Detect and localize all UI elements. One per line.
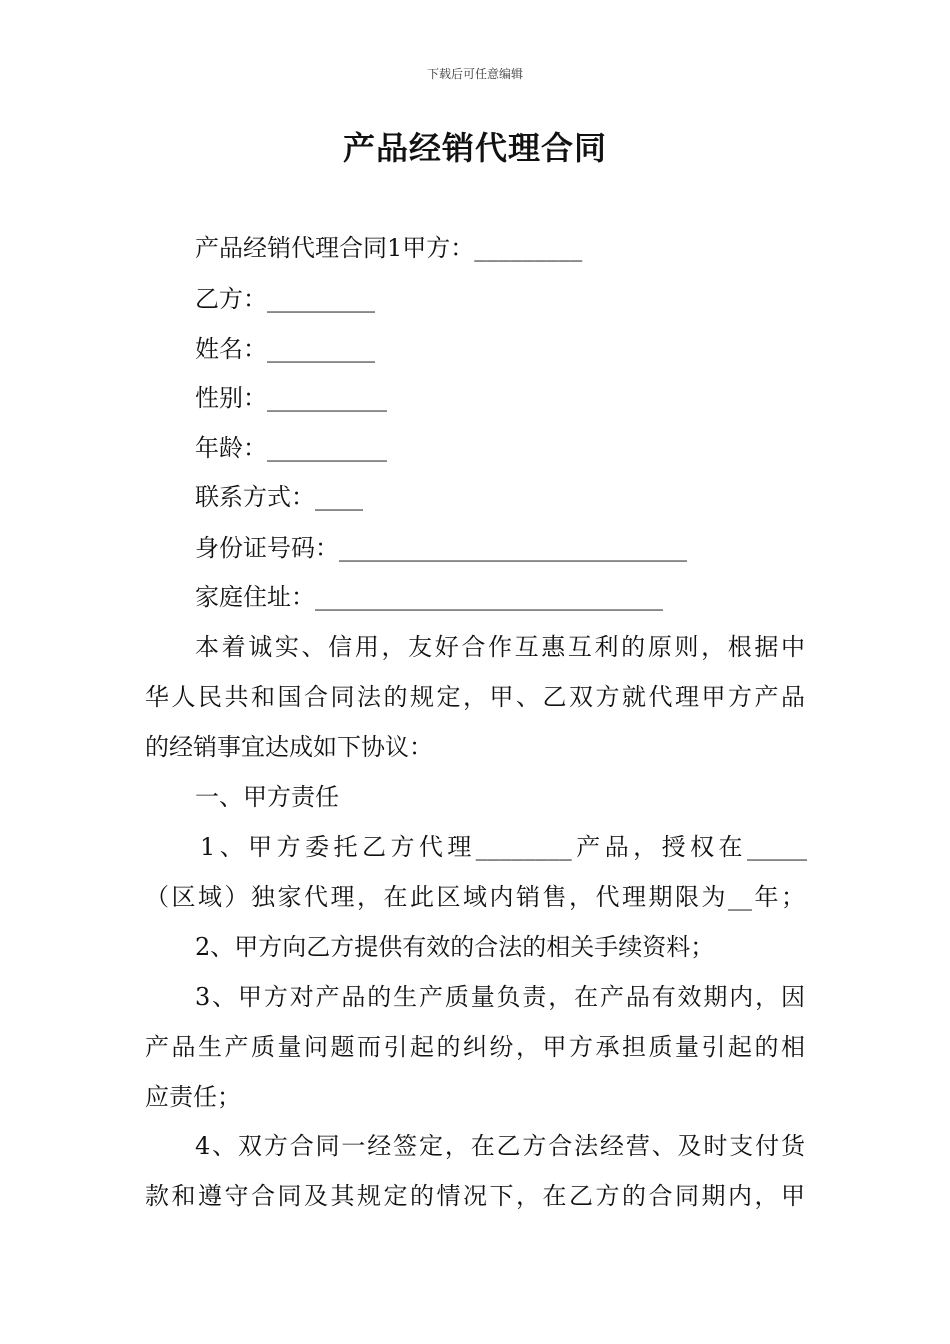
field-contact: 联系方式：____ [195, 483, 363, 511]
item-4-line-2: 款和遵守合同及其规定的情况下，在乙方的合同期内，甲 [145, 1182, 805, 1210]
item-1-line-1: 1、甲方委托乙方代理________产品，授权在_____ [200, 833, 807, 861]
intro-line-3: 的经销事宜达成如下协议： [145, 733, 433, 761]
field-address: 家庭住址：_____________________________ [195, 583, 663, 611]
field-age: 年龄：__________ [195, 434, 387, 462]
field-gender: 性别：__________ [195, 384, 387, 412]
item-3-line-2: 产品生产质量问题而引起的纠纷，甲方承担质量引起的相 [145, 1033, 805, 1061]
item-1-line-2: （区域）独家代理，在此区域内销售，代理期限为__年； [145, 883, 805, 911]
item-3-line-1: 3、甲方对产品的生产质量负责，在产品有效期内，因 [195, 983, 805, 1011]
header-note: 下载后可任意编辑 [426, 67, 523, 81]
item-3-line-3: 应责任； [145, 1083, 241, 1111]
item-2: 2、甲方向乙方提供有效的合法的相关手续资料； [195, 933, 715, 961]
item-4-line-1: 4、双方合同一经签定，在乙方合法经营、及时支付货 [195, 1132, 805, 1160]
field-party-b: 乙方：_________ [195, 285, 375, 313]
field-party-a: 产品经销代理合同1甲方：_________ [195, 234, 583, 262]
field-name: 姓名：_________ [195, 335, 375, 363]
document-title: 产品经销代理合同 [342, 129, 607, 167]
intro-line-2: 华人民共和国合同法的规定，甲、乙双方就代理甲方产品 [145, 683, 805, 711]
field-id-number: 身份证号码：_____________________________ [195, 534, 687, 562]
section-heading-party-a-duties: 一、甲方责任 [195, 783, 339, 811]
intro-line-1: 本着诚实、信用，友好合作互惠互利的原则，根据中 [195, 633, 805, 661]
